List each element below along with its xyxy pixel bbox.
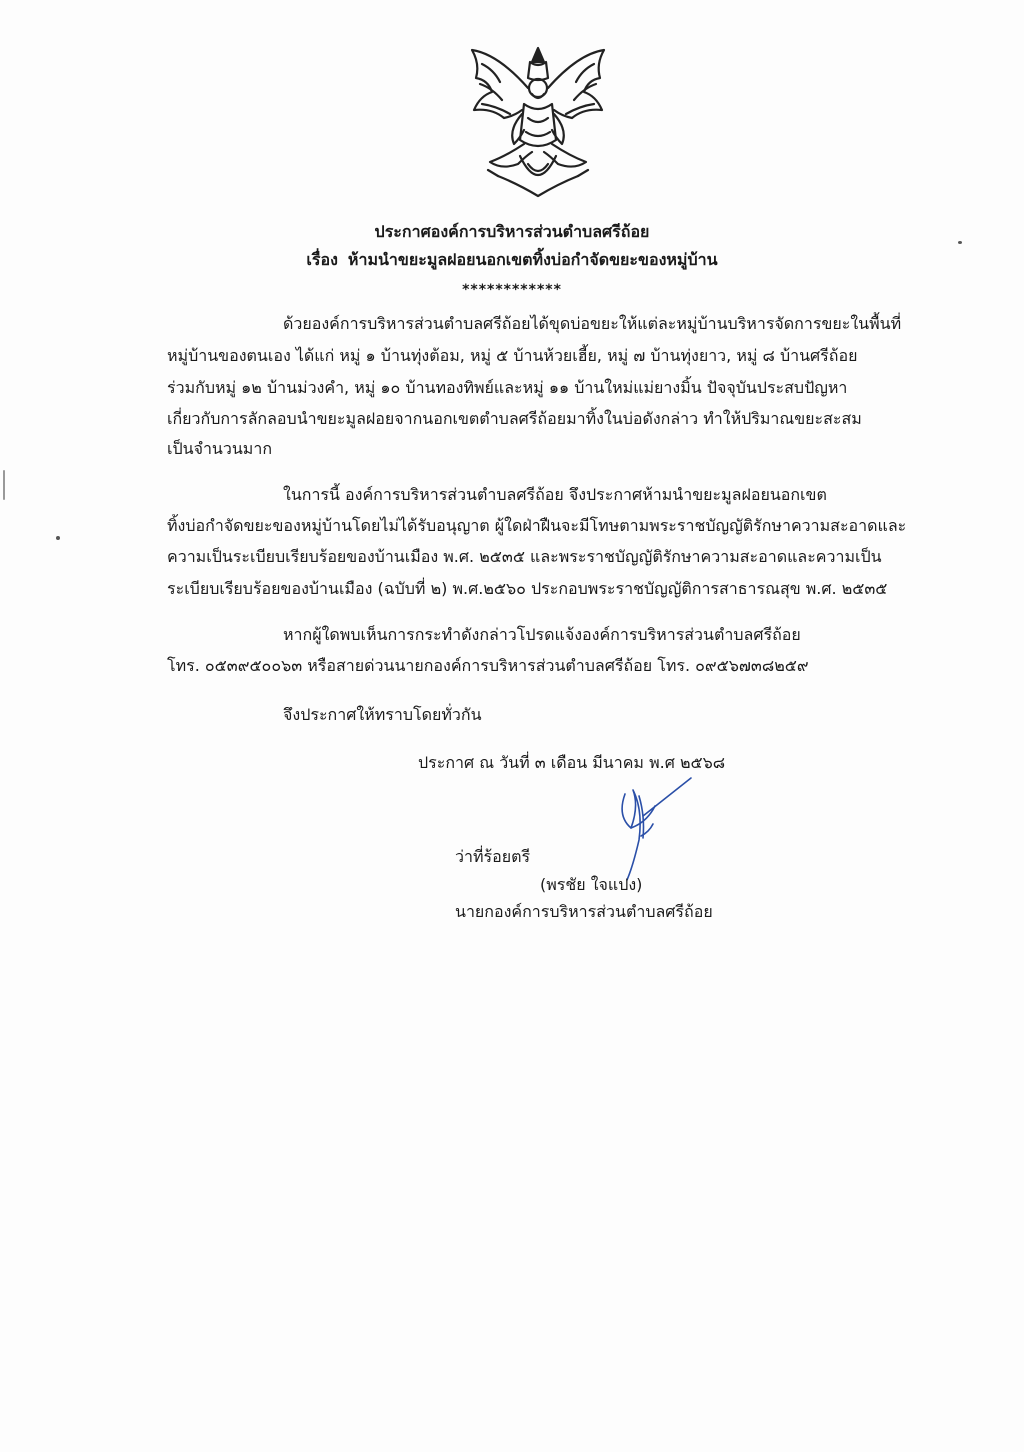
announcement-date: ประกาศ ณ วันที่ ๓ เดือน มีนาคม พ.ศ ๒๕๖๘ — [418, 753, 726, 772]
scan-edge-mark — [3, 470, 5, 500]
paragraph-2-line: ความเป็นระเบียบเรียบร้อยของบ้านเมือง พ.ศ. ๒๕๓๕ และพระราชบัญญัติรักษาความสะอาดและความเป็น — [167, 547, 882, 566]
paragraph-3-line: โทร. ๐๕๓๙๕๐๐๖๓ หรือสายด่วนนายกองค์การบริหารส่วนตำบลศรีถ้อย โทร. ๐๙๕๖๗๓๘๒๕๙ — [167, 656, 809, 675]
closing-statement: จึงประกาศให้ทราบโดยทั่วกัน — [283, 705, 482, 724]
paragraph-1-line: เกี่ยวกับการลักลอบนำขยะมูลฝอยจากนอกเขตตำบลศรีถ้อยมาทิ้งในบ่อดังกล่าว ทำให้ปริมาณขยะสะสม — [167, 409, 862, 428]
title-separator: ************ — [462, 282, 562, 298]
paragraph-1-line: เป็นจำนวนมาก — [167, 439, 272, 458]
paragraph-1-line: หมู่บ้านของตนเอง ได้แก่ หมู่ ๑ บ้านทุ่งต้อม, หมู่ ๕ บ้านห้วยเฮี้ย, หมู่ ๗ บ้านทุ่งยาว, หมู่ ๘ บ้านศรีถ้อย — [167, 346, 858, 365]
garuda-emblem-icon — [458, 44, 618, 202]
subject-label: เรื่อง — [306, 250, 338, 269]
subject-text: ห้ามนำขยะมูลฝอยนอกเขตทิ้งบ่อกำจัดขยะของหมู่บ้าน — [347, 250, 718, 269]
signer-rank: ว่าที่ร้อยตรี — [455, 847, 531, 866]
signature-image — [603, 776, 703, 886]
scan-speck — [56, 536, 60, 540]
signer-name: (พรชัย ใจแปง) — [540, 875, 643, 894]
paragraph-2-line: ระเบียบเรียบร้อยของบ้านเมือง (ฉบับที่ ๒) พ.ศ.๒๕๖๐ ประกอบพระราชบัญญัติการสาธารณสุข พ.ศ. ๒๕๓๕ — [167, 579, 888, 598]
signer-position: นายกองค์การบริหารส่วนตำบลศรีถ้อย — [455, 902, 713, 921]
paragraph-1-line: ด้วยองค์การบริหารส่วนตำบลศรีถ้อยได้ขุดบ่อขยะให้แต่ละหมู่บ้านบริหารจัดการขยะในพื้นที่ — [283, 314, 902, 333]
scan-speck — [958, 241, 962, 244]
paragraph-1-line: ร่วมกับหมู่ ๑๒ บ้านม่วงคำ, หมู่ ๑๐ บ้านทองทิพย์และหมู่ ๑๑ บ้านใหม่แม่ยางมิ้น ปัจจุบันประสบปัญหา — [167, 378, 848, 397]
paragraph-3-line: หากผู้ใดพบเห็นการกระทำดังกล่าวโปรดแจ้งองค์การบริหารส่วนตำบลศรีถ้อย — [283, 625, 801, 644]
paragraph-2-line: ในการนี้ องค์การบริหารส่วนตำบลศรีถ้อย จึงประกาศห้ามนำขยะมูลฝอยนอกเขต — [283, 485, 827, 504]
announcement-subject — [0, 250, 1024, 270]
paragraph-2-line: ทิ้งบ่อกำจัดขยะของหมู่บ้านโดยไม่ได้รับอนุญาต ผู้ใดฝ่าฝืนจะมีโทษตามพระราชบัญญัติรักษาความสะอาดและ — [167, 516, 907, 535]
announcement-title: ประกาศองค์การบริหารส่วนตำบลศรีถ้อย — [374, 222, 650, 241]
